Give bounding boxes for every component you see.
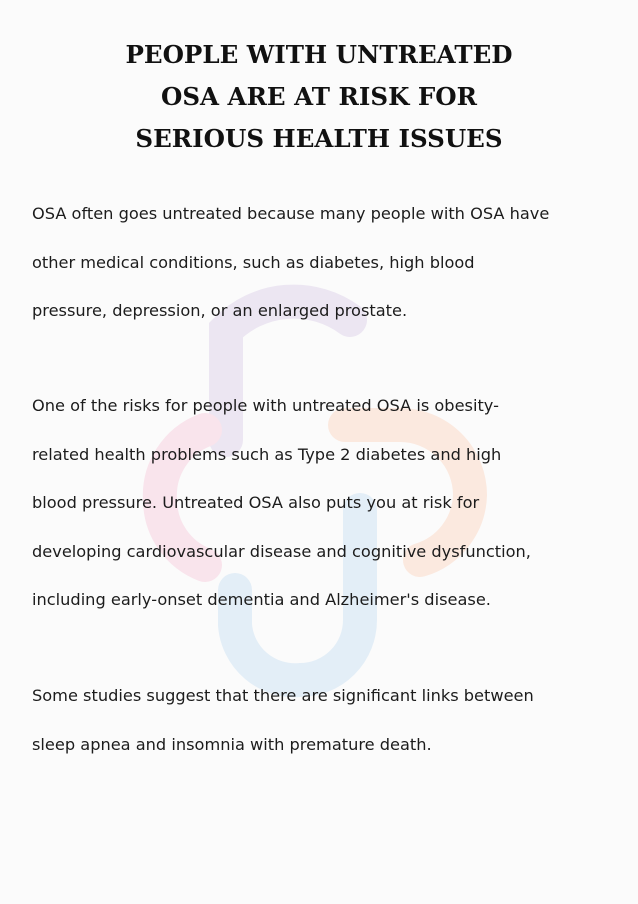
page-title xyxy=(0,34,638,160)
text-line: blood pressure. Untreated OSA also puts you at risk for xyxy=(32,493,480,512)
text-line: OSA often goes untreated because many people with OSA have xyxy=(32,204,550,223)
text-line: Some studies suggest that there are significant links between xyxy=(32,686,534,705)
text-line: One of the risks for people with untreated OSA is obesity- xyxy=(32,396,499,415)
text-line: pressure, depression, or an enlarged prostate. xyxy=(32,301,408,320)
paragraph-untreated-osa xyxy=(32,190,612,336)
text-line: other medical conditions, such as diabetes, high blood xyxy=(32,252,475,272)
paragraph-studies xyxy=(32,672,612,769)
title-line: PEOPLE WITH UNTREATED xyxy=(125,40,513,69)
text-line: including early-onset dementia and Alzheimer's disease. xyxy=(32,590,491,609)
text-line: related health problems such as Type 2 diabetes and high xyxy=(32,444,502,464)
text-line: developing cardiovascular disease and cognitive dysfunction, xyxy=(32,541,531,561)
paragraph-risks xyxy=(32,382,612,625)
text-line: sleep apnea and insomnia with premature death. xyxy=(32,734,432,754)
title-line: SERIOUS HEALTH ISSUES xyxy=(135,124,503,153)
title-line: OSA ARE AT RISK FOR xyxy=(160,82,477,111)
